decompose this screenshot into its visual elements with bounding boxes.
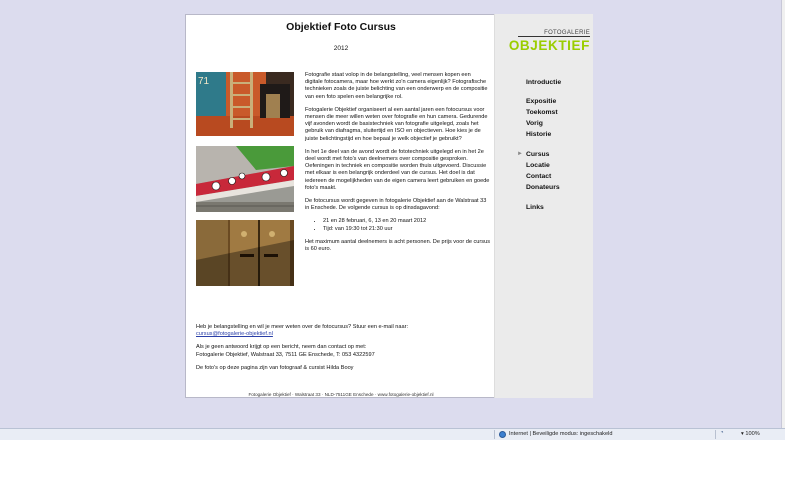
course-description	[305, 72, 490, 259]
sidebar-nav	[494, 14, 593, 398]
schedule-list	[305, 218, 490, 232]
nav-donateurs[interactable]: Donateurs	[526, 184, 560, 191]
nav-vorig[interactable]: Vorig	[526, 120, 543, 127]
nav-introductie[interactable]: Introductie	[526, 79, 562, 86]
photo-wooden-door	[196, 220, 294, 286]
paragraph-intro: Fotografie staat volop in de belangstelling, veel mensen kopen een digitale fotocamera, maar hoe werkt zo'n camera eigenlijk? Fotografische technieken zoals de juiste belichting van een onderwerp en de compositie van een foto spelen een belangrijke rol.	[305, 72, 488, 100]
nav-locatie[interactable]: Locatie	[526, 162, 550, 169]
nav-cursus[interactable]: Cursus	[526, 151, 550, 158]
photo-ladder-wall	[196, 72, 294, 136]
status-separator	[494, 430, 495, 439]
nav-contact[interactable]: Contact	[526, 173, 552, 180]
nav-toekomst[interactable]: Toekomst	[526, 109, 558, 116]
photo-credit: De foto's op deze pagina zijn van fotograaf & cursist Hilda Booy	[196, 364, 354, 371]
globe-icon	[499, 431, 506, 438]
paragraph-program: In het 1e deel van de avond wordt de fototechniek uitgelegd en in het 2e deel wordt met foto's van deelnemers over compositie gesproken. Oefeningen in techniek en compositie worden thuis uitgevoerd. Discussie met elkaar is een belangrijk onderdeel van de cursus. Het doel is dat iedereen de mogelijkheden van de eigen camera leert gebruiken en goede foto's maakt.	[305, 148, 490, 191]
security-zone[interactable]: Internet | Beveiligde modus: ingeschakeld	[509, 431, 613, 437]
paragraph-location: De fotocursus wordt gegeven in fotogalerie Objektief aan de Walstraat 33 in Enschede. De volgende cursus is op dinsdagavond:	[305, 198, 487, 212]
nav-expositie[interactable]: Expositie	[526, 98, 557, 105]
active-arrow-icon: ►	[517, 151, 523, 157]
contact-fallback	[196, 344, 486, 358]
photo-football-stairs	[196, 146, 294, 212]
schedule-dates: • 21 en 28 februari, 6, 13 en 20 maart 2012	[323, 218, 490, 225]
gallery-address: Fotogalerie Objektief, Walstraat 33, 7511 GE Enschede, T: 053 4322597	[196, 351, 375, 358]
zoom-level[interactable]	[741, 431, 760, 437]
logo-objektief[interactable]: OBJEKTIEF	[508, 38, 590, 53]
photo-number: 71	[198, 76, 210, 87]
footer-address: Fotogalerie Objektief · Walstraat 33 · NLD-7511GE Enschede · www.fotogalerie-objektief.nl	[248, 392, 434, 397]
contact-section	[196, 324, 486, 378]
contact-intro-text: Heb je belangstelling en wil je meer weten over de fotocursus? Stuur een e-mail naar:	[196, 324, 409, 330]
status-bar	[0, 428, 785, 440]
nav-links[interactable]: Links	[526, 204, 544, 211]
nav-historie[interactable]: Historie	[526, 131, 552, 138]
paragraph-price: Het maximum aantal deelnemers is acht personen. De prijs voor de cursus is 60 euro.	[305, 238, 490, 253]
contact-intro	[196, 324, 486, 338]
page-year: 2012	[333, 45, 349, 52]
no-answer-text: Als je geen antwoord krijgt op een bericht, neem dan contact op met:	[196, 344, 367, 351]
paragraph-organisation: Fotogalerie Objektief organiseert al een aantal jaren een fotocursus voor mensen die meer willen weten over fotografie en hun camera. Gedurende vijf avonden wordt de basistechniek van fotografie uitgelegd, zoals het gebruik van diafragma, sluitertijd en ISO en objectieven. Hoe kies je de juiste belichtingstijd en hoe bepaal je welk objectief je gebruikt?	[305, 106, 488, 142]
page-title: Objektief Foto Cursus	[286, 21, 396, 33]
protected-mode-icon[interactable]: ◔	[720, 430, 724, 436]
scrollbar[interactable]	[781, 0, 785, 428]
zoom-arrow-icon: ▾	[741, 431, 744, 437]
logo-fotogalerie: FOTOGALERIE	[518, 30, 590, 37]
email-link[interactable]: cursus@fotogalerie-objektief.nl	[196, 331, 273, 338]
zoom-value: 100%	[745, 431, 760, 437]
schedule-time: • Tijd: van 19:30 tot 21:30 uur	[323, 226, 490, 233]
status-separator	[715, 430, 716, 439]
